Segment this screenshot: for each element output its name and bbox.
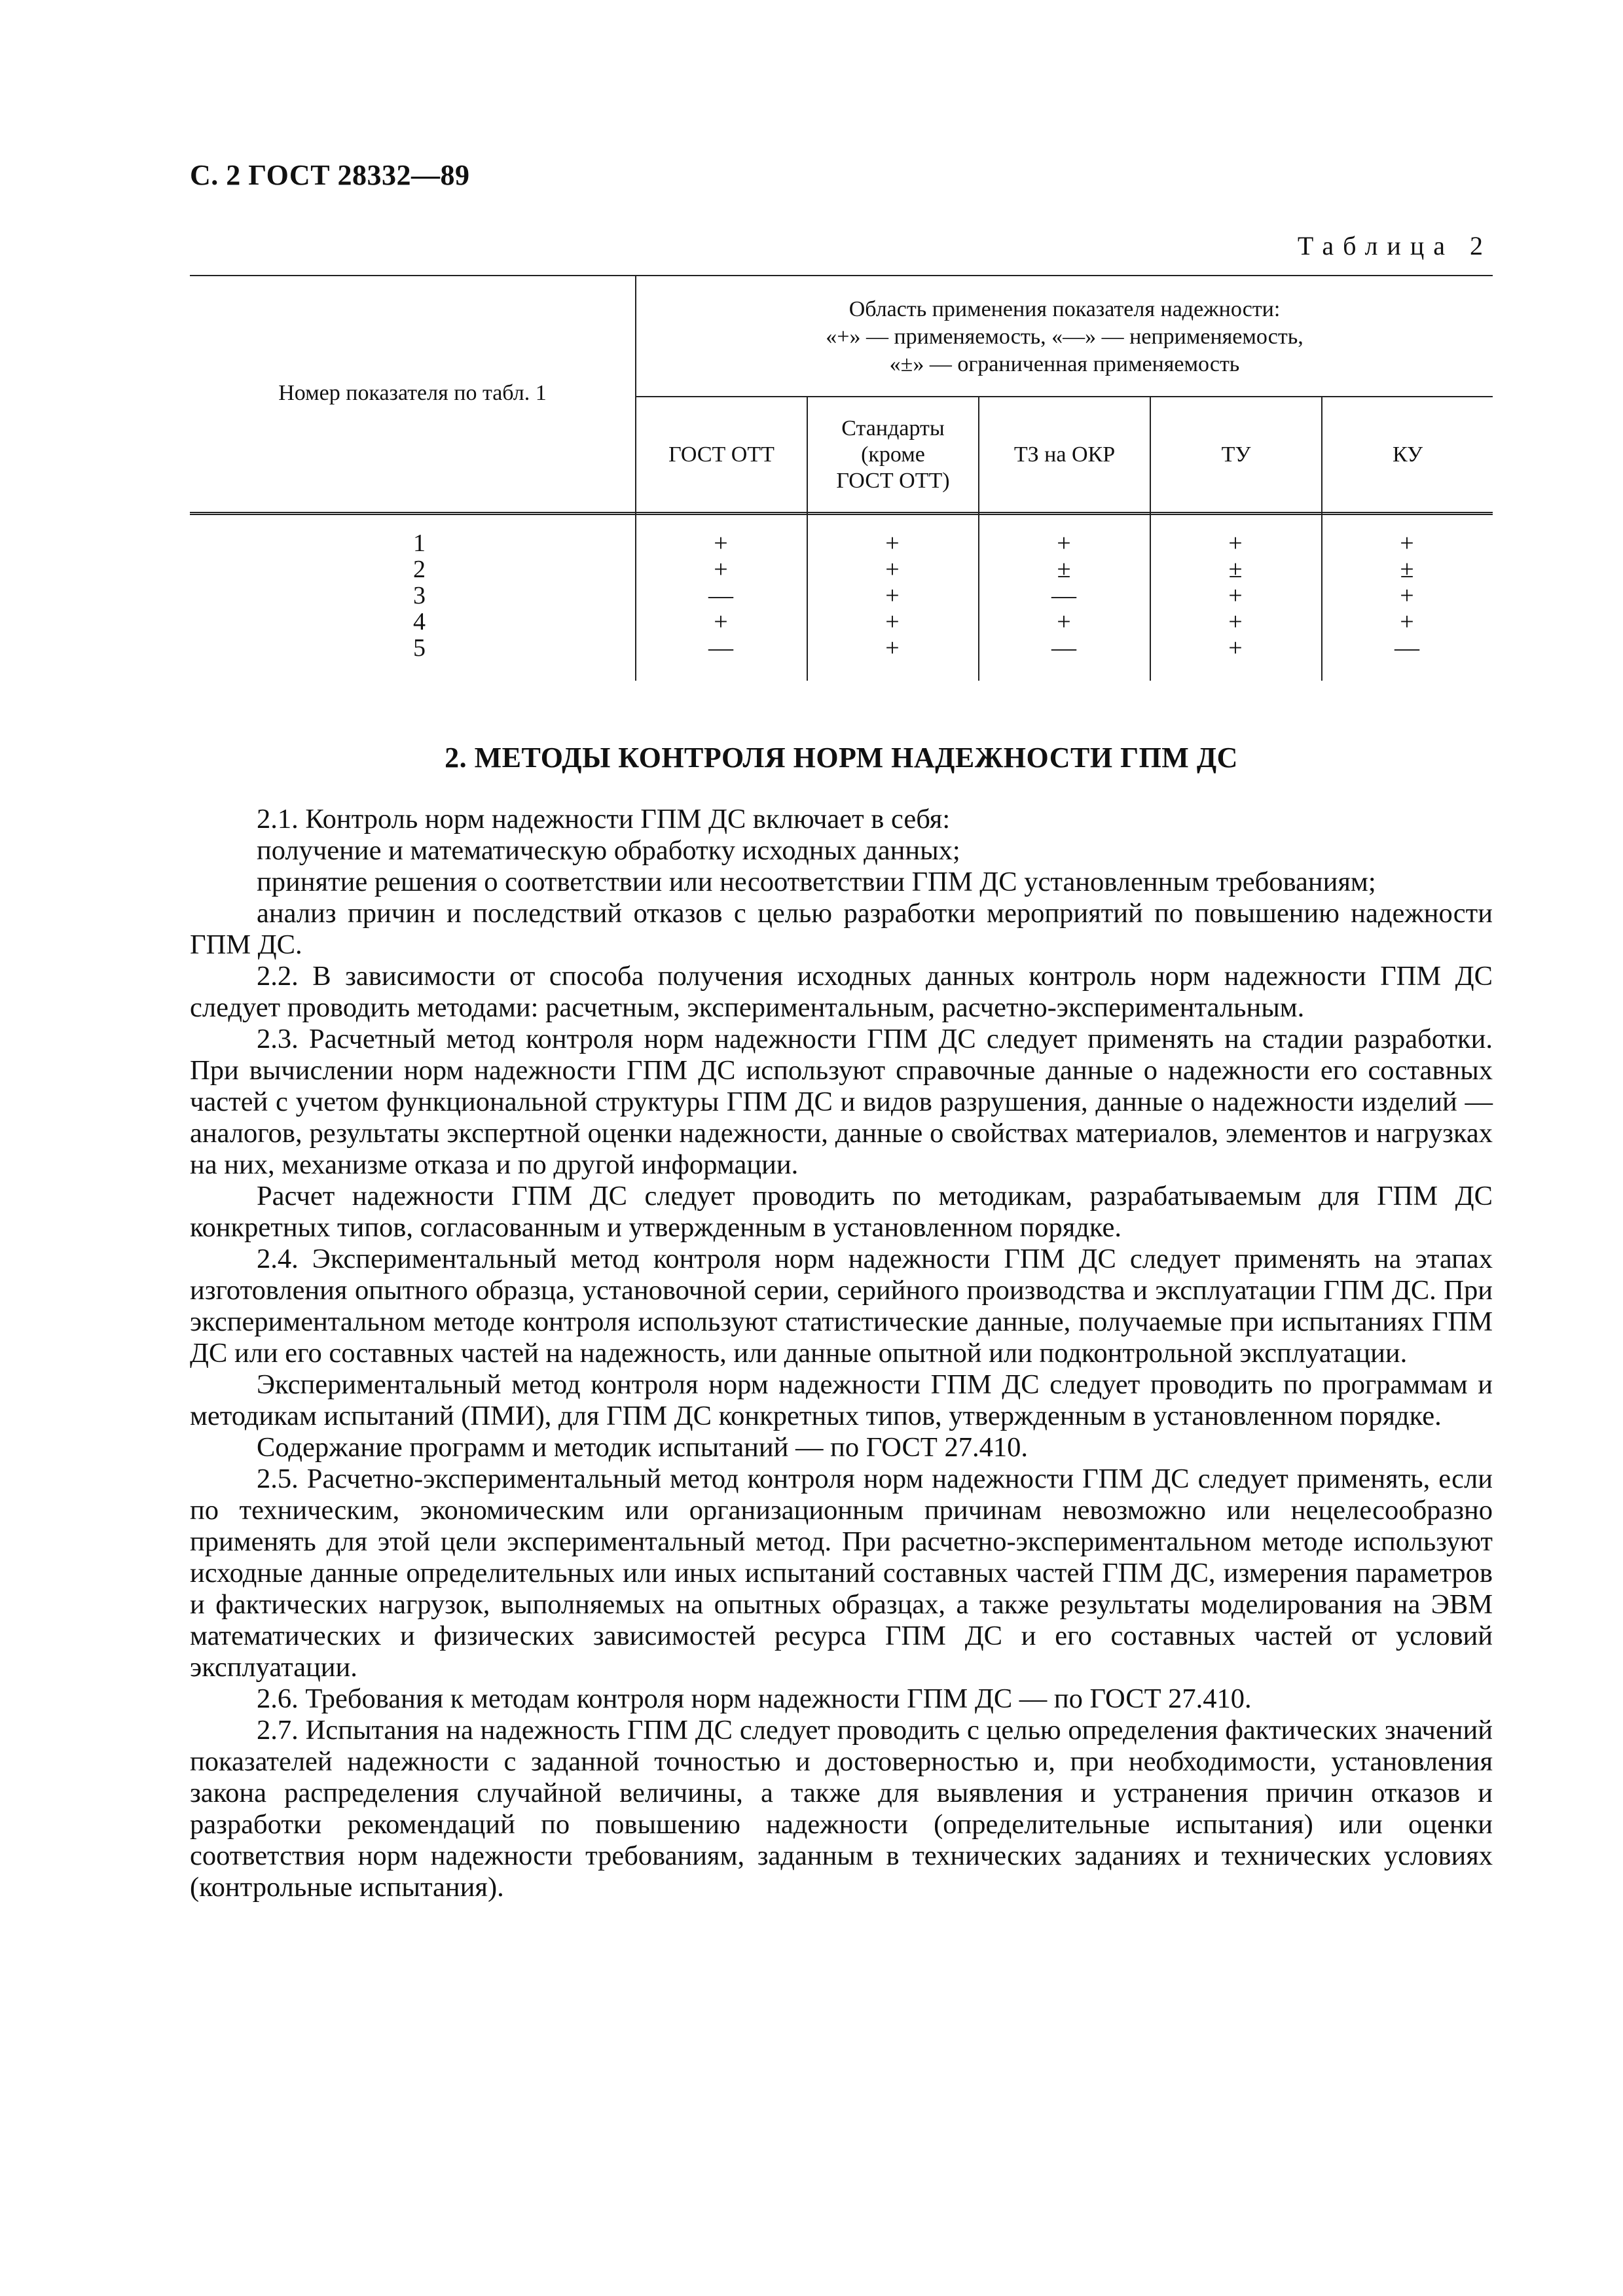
running-head: С. 2 ГОСТ 28332—89 [190, 159, 470, 191]
section-title: 2. МЕТОДЫ КОНТРОЛЯ НОРМ НАДЕЖНОСТИ ГПМ ДС [445, 742, 1238, 774]
table-header-bottom-rule [190, 512, 1493, 515]
table-caption: Таблица 2 [1297, 231, 1492, 260]
row-number: 3 [413, 582, 426, 609]
paragraph: Расчет надежности ГПМ ДС следует проводить по методикам, разрабатываемым для ГПМ ДС конкретных типов, согласованным и утвержденным в установленном порядке. [190, 1181, 1493, 1243]
cell-mark: + [1228, 529, 1243, 557]
cell-mark: + [714, 608, 728, 636]
scope-line: Область применения показателя надежности: [848, 297, 1281, 321]
paragraph: принятие решения о соответствии или несоответствии ГПМ ДС установленным требованиям; [257, 867, 1376, 897]
cell-mark: + [885, 634, 900, 662]
paragraph: 2.1. Контроль норм надежности ГПМ ДС включает в себя: [257, 804, 951, 834]
paragraph: 2.7. Испытания на надежность ГПМ ДС следует проводить с целью определения фактических значений показателей надежности с заданной точностью и достоверностью и, при необходимости, установления закона распределения случайной величины, а также для выявления и устранения причин отказов и разработки рекомендаций по повышению надежности (определительные испытания) или оценки соответствия норм надежности требованиям, заданным в технических заданиях и технических условиях (контрольные испытания). [190, 1715, 1493, 1903]
cell-mark: — [1051, 634, 1076, 662]
cell-mark: — [1051, 582, 1076, 609]
cell-mark: — [1395, 634, 1419, 662]
cell-mark: + [714, 556, 728, 583]
cell-mark: + [1228, 582, 1243, 609]
row-number: 2 [413, 556, 426, 583]
cell-mark: + [1057, 529, 1071, 557]
paragraph: получение и математическую обработку исходных данных; [257, 835, 960, 866]
cell-mark: + [1400, 529, 1414, 557]
cell-mark: + [1228, 634, 1243, 662]
row-number: 1 [413, 529, 426, 557]
paragraph: анализ причин и последствий отказов с целью разработки мероприятий по повышению надежности ГПМ ДС. [190, 898, 1493, 960]
paragraph: Содержание программ и методик испытаний — по ГОСТ 27.410. [257, 1432, 1028, 1463]
cell-mark: + [714, 529, 728, 557]
cell-mark: + [1228, 608, 1243, 636]
cell-mark: ± [1228, 556, 1243, 583]
header-col-gost-ott: ГОСТ ОТТ [668, 442, 775, 467]
header-scope [636, 288, 1493, 386]
paragraph: 2.4. Экспериментальный метод контроля норм надежности ГПМ ДС следует применять на этапах изготовления опытного образца, установочной серии, серийного производства и эксплуатации ГПМ ДС. При экспериментальном методе контроля используют статистические данные, получаемые при испытаниях ГПМ ДС или его составных частей на надежность, или данные опытной или подконтрольной эксплуатации. [190, 1244, 1493, 1369]
header-col-tu: ТУ [1221, 442, 1251, 467]
cell-mark: ± [1057, 556, 1071, 583]
cell-mark: + [885, 582, 900, 609]
paragraph: 2.2. В зависимости от способа получения исходных данных контроль норм надежности ГПМ ДС следует проводить методами: расчетным, экспериментальным, расчетно-экспериментальным. [190, 961, 1493, 1023]
header-col-ku: КУ [1392, 442, 1423, 467]
cell-mark: + [885, 529, 900, 557]
header-col-tz-okr: ТЗ на ОКР [1013, 442, 1116, 467]
cell-mark: + [1400, 582, 1414, 609]
cell-mark: — [708, 582, 733, 609]
cell-mark: ± [1400, 556, 1414, 583]
cell-mark: + [885, 608, 900, 636]
scope-line: «±» — ограниченная применяемость [889, 352, 1240, 376]
scope-line: «+» — применяемость, «—» — неприменяемость, [826, 325, 1304, 349]
paragraph: 2.5. Расчетно-экспериментальный метод контроля норм надежности ГПМ ДС следует применять, если по техническим, экономическим или организационным причинам невозможно или нецелесообразно применять для этой цели экспериментальный метод. При расчетно-экспериментальном методе используют исходные данные определительных или иных испытаний составных частей ГПМ ДС, измерения параметров и фактических нагрузок, выполняемых на опытных образцах, а также результаты моделирования на ЭВМ математических и физических зависимостей ресурса ГПМ ДС и его составных частей от условий эксплуатации. [190, 1463, 1493, 1683]
header-indicator-number: Номер показателя по табл. 1 [278, 381, 547, 405]
cell-mark: — [708, 634, 733, 662]
row-number: 5 [413, 634, 426, 662]
cell-mark: + [1057, 608, 1071, 636]
header-col-standards: Стандарты (кроме ГОСТ ОТТ) [836, 416, 950, 493]
row-number: 4 [413, 608, 426, 636]
paragraph: 2.6. Требования к методам контроля норм надежности ГПМ ДС — по ГОСТ 27.410. [257, 1683, 1252, 1714]
paragraph: 2.3. Расчетный метод контроля норм надежности ГПМ ДС следует применять на стадии разработки. При вычислении норм надежности ГПМ ДС используют справочные данные о надежности его составных частей с учетом функциональной структуры ГПМ ДС и видов разрушения, данные о надежности изделий — аналогов, результаты экспертной оценки надежности, данные о свойствах материалов, элементов и нагрузках на них, механизме отказа и по другой информации. [190, 1024, 1493, 1180]
section-body [190, 804, 1493, 1903]
table-2 [190, 275, 1493, 681]
cell-mark: + [1400, 608, 1414, 636]
paragraph: Экспериментальный метод контроля норм надежности ГПМ ДС следует проводить по программам и методикам испытаний (ПМИ), для ГПМ ДС конкретных типов, утвержденным в установленном порядке. [190, 1369, 1493, 1431]
cell-mark: + [885, 556, 900, 583]
